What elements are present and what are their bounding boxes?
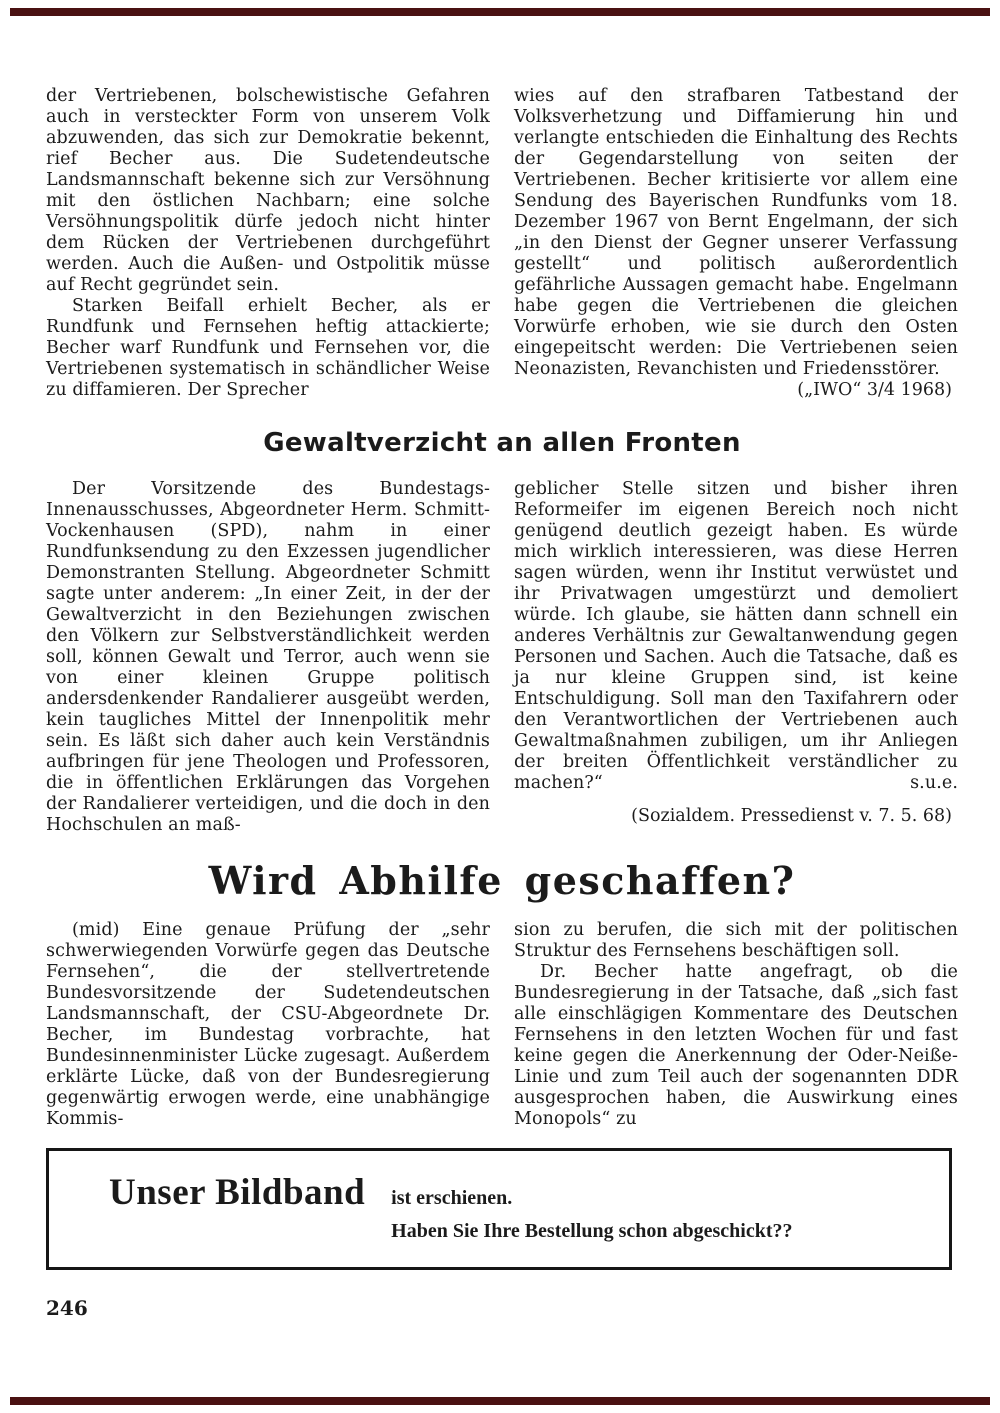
article-section-continuation bbox=[46, 86, 958, 401]
paragraph-text: geblicher Stelle sitzen und bisher ihren Reformeifer im eigenen Bereich noch nicht genügend deutlich gezeigt haben. Es würde mich wirklich interessieren, was diese Herren sagen würden, wenn ihr Institut verwüstet und ihr Privatwagen umgestürzt und demoliert würde. Ich glaube, sie hätten dann schnell ein anderes Verhältnis zur Gewaltanwendung gegen Personen und Sachen. Auch die Tatsache, daß es ja nur kleine Gruppen sind, ist keine Entschuldigung. Soll man den Taxifahrern oder den Verantwortlichen der Vertriebenen auch Gewaltmaßnahmen zubiligen, um ihr Anliegen der breiten Öffentlichkeit verständlicher zu machen?“ bbox=[514, 479, 958, 793]
paragraph: wies auf den strafbaren Tatbestand der Volksverhetzung und Diffamierung hin und verlangte entschieden die Einhaltung des Rechts der Gegendarstellung von seiten der Vertriebenen. Becher kritisierte vor allem eine Sendung des Bayerischen Rundfunks vom 18. Dezember 1967 von Bernt Engelmann, der sich „in den Dienst der Gegner unserer Verfassung gestellt“ und politisch außerordentlich gefährliche Aussagen gemacht habe. Engelmann habe gegen die Vertriebenen die gleichen Vorwürfe erhoben, wie sie durch den Osten eingepeitscht werden: Die Vertriebenen seien Neonazisten, Revanchisten und Friedensstörer. bbox=[514, 86, 958, 379]
column-right bbox=[514, 479, 958, 836]
announcement-line-1: ist erschienen. bbox=[391, 1187, 513, 1209]
paragraph: sion zu berufen, die sich mit der politischen Struktur des Fernsehens beschäftigen soll. bbox=[514, 920, 958, 961]
announcement-box bbox=[46, 1148, 952, 1270]
paragraph bbox=[514, 479, 958, 794]
page-content bbox=[46, 86, 958, 1320]
page-number: 246 bbox=[46, 1296, 88, 1320]
source-attribution-pressedienst: (Sozialdem. Pressedienst v. 7. 5. 68) bbox=[631, 806, 952, 826]
column-right bbox=[514, 86, 958, 401]
article-section-gewaltverzicht bbox=[46, 479, 958, 836]
source-attribution-iwo: („IWO“ 3/4 1968) bbox=[797, 380, 952, 400]
column-left bbox=[46, 920, 490, 1130]
paragraph: Der Vorsitzende des Bundestags-Innenausschusses, Abgeordneter Herm. Schmitt-Vockenhausen (SPD), nahm in einer Rundfunksendung zu den Exzessen jugendlicher Demonstranten Stellung. Abgeordneter Schmitt sagte unter anderem: „In einer Zeit, in der der Gewaltverzicht in den Beziehungen zwischen den Völkern zur Selbstverständlichkeit werden soll, können Gewalt und Terror, auch wenn sie von einer kleinen Gruppe politisch andersdenkender Randalierer ausgeübt werden, kein taugliches Mittel der Innenpolitik mehr sein. Es läßt sich daher auch kein Verständnis aufbringen für jene Theologen und Professoren, die in öffentlichen Erklärungen das Vorgehen der Randalierer verteidigen, und die doch in den Hochschulen an maß- bbox=[46, 479, 490, 835]
paragraph: (mid) Eine genaue Prüfung der „sehr schwerwiegenden Vorwürfe gegen das Deutsche Fernsehen“, die der stellvertretende Bundesvorsitzende der Sudetendeutschen Landsmannschaft, der CSU-Abgeordnete Dr. Becher, im Bundestag vorbrachte, hat Bundesinnenminister Lücke zugesagt. Außerdem erklärte Lücke, daß von der Bundesregierung gegenwärtig erwogen werde, eine unabhängige Kommis- bbox=[46, 920, 490, 1129]
column-left bbox=[46, 86, 490, 401]
column-right bbox=[514, 920, 958, 1130]
announcement-title: Unser Bildband bbox=[109, 1172, 366, 1213]
paragraph: der Vertriebenen, bolschewistische Gefahren auch in versteckter Form von unserem Volk abzuwenden, das sich zur Demokratie bekennt, rief Becher aus. Die Sudetendeutsche Landsmannschaft bekenne sich zur Versöhnung mit den östlichen Nachbarn; eine solche Versöhnungspolitik dürfe jedoch nicht hinter dem Rücken der Vertriebenen durchgeführt werden. Auch die Außen- und Ostpolitik müsse auf Recht gegründet sein. bbox=[46, 86, 490, 295]
paragraph: Starken Beifall erhielt Becher, als er Rundfunk und Fernsehen heftig attackierte; Becher warf Rundfunk und Fernsehen vor, die Vertriebenen systematisch in schändlicher Weise zu diffamieren. Der Sprecher bbox=[46, 296, 490, 400]
continuation-note: s.u.e. bbox=[910, 773, 958, 793]
section-heading-gewaltverzicht: Gewaltverzicht an allen Fronten bbox=[263, 428, 741, 458]
article-heading-wird-abhilfe: Wird Abhilfe geschaffen? bbox=[208, 858, 796, 903]
top-rule bbox=[10, 8, 990, 16]
announcement-line-2: Haben Sie Ihre Bestellung schon abgeschickt?? bbox=[391, 1220, 793, 1242]
column-left bbox=[46, 479, 490, 836]
announcement-text bbox=[391, 1186, 792, 1243]
bottom-rule bbox=[10, 1397, 990, 1405]
paragraph: Dr. Becher hatte angefragt, ob die Bundesregierung in der Tatsache, daß „sich fast alle einschlägigen Kommentare des Deutschen Fernsehens in den letzten Wochen für und fast keine gegen die Anerkennung der Oder-Neiße-Linie und zum Teil auch der sogenannten DDR ausgesprochen haben, die Auswirkung eines Monopols“ zu bbox=[514, 962, 958, 1129]
article-section-wird-abhilfe bbox=[46, 920, 958, 1130]
